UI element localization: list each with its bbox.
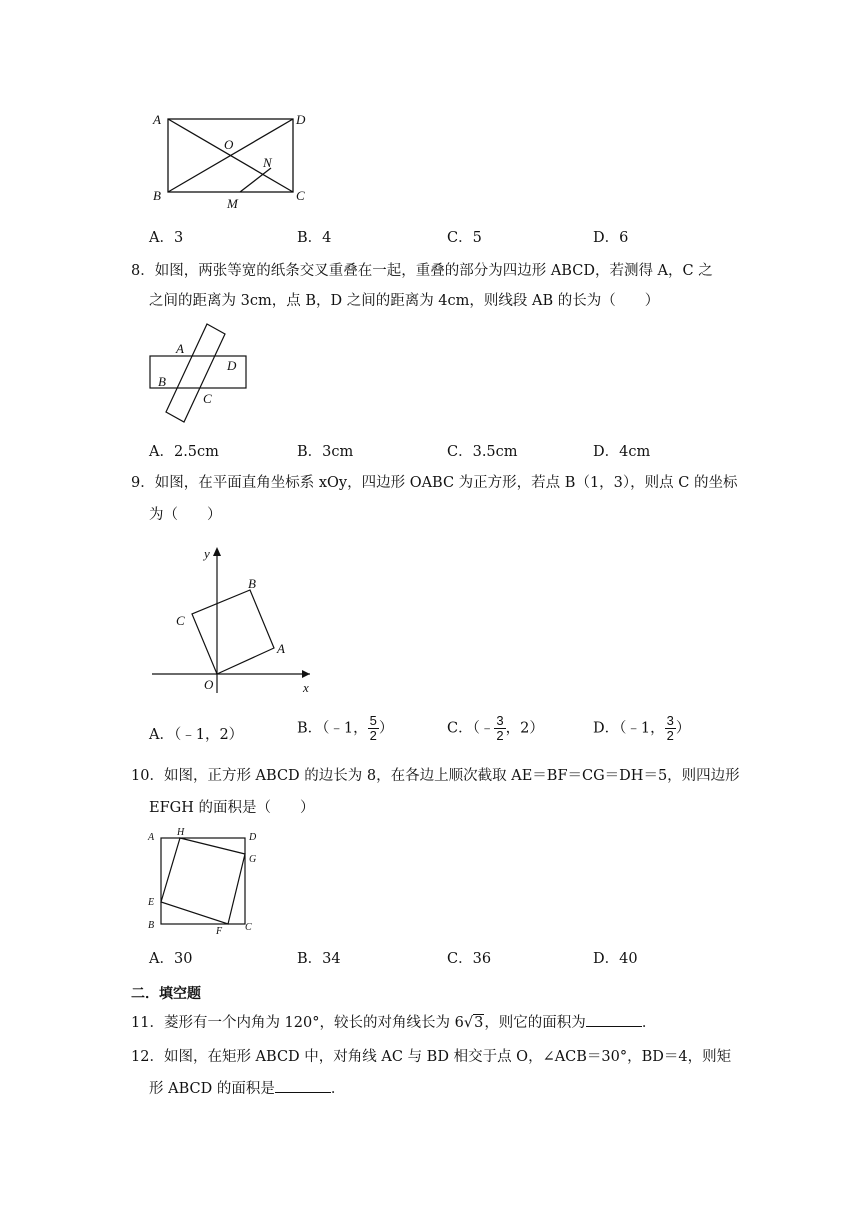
fig10-label-b: B (148, 920, 155, 931)
q8-question-line1: 8．如图，两张等宽的纸条交叉重叠在一起，重叠的部分为四边形 ABCD，若测得 A，C 之 (131, 263, 713, 279)
fig8-label-c: C (203, 391, 212, 406)
fig7-label-b: B (153, 188, 161, 203)
fig9-coordinate-square-diagram (150, 543, 320, 698)
fig10-label-a: A (148, 832, 155, 843)
fig9-label-b: B (248, 576, 256, 591)
q8-option-d: D．4cm (593, 444, 651, 460)
q10-option-c: C．36 (447, 951, 492, 967)
q7-option-d: D．6 (593, 230, 629, 246)
fig9-label-o: O (204, 677, 214, 692)
q10-option-b: B．34 (297, 951, 341, 967)
fig10-label-e: E (148, 897, 155, 908)
q10-question-line1: 10．如图，正方形 ABCD 的边长为 8，在各边上顺次截取 AE＝BF＝CG＝DH＝5，则四边形 (131, 768, 740, 784)
q8-option-b: B．3cm (297, 444, 354, 460)
section-heading-fill-in: 二．填空题 (131, 986, 201, 1002)
q8-option-a: A．2.5cm (149, 444, 219, 460)
q12-answer-blank (275, 1078, 331, 1093)
sqrt-radicand: 3 (474, 1015, 484, 1031)
fig8-label-b: B (158, 374, 166, 389)
q8-question-line2: 之间的距离为 3cm，点 B，D 之间的距离为 4cm，则线段 AB 的长为（ ） (149, 293, 660, 309)
q9-option-a: A．（﹣1，2） (149, 727, 244, 743)
q7-option-a: A．3 (149, 230, 184, 246)
fig10-label-g: G (249, 854, 257, 865)
sqrt-symbol: √ (463, 1015, 474, 1031)
q7-option-b: B．4 (297, 230, 332, 246)
q11-question: 11．菱形有一个内角为 120°，较长的对角线长为 6√3，则它的面积为 ． (131, 1012, 656, 1034)
fig9-label-y: y (204, 546, 210, 561)
fig7-rectangle-diagram (145, 108, 320, 213)
q9-option-d-fraction: $\frac{3}{2}$ (666, 713, 674, 743)
fig9-label-c: C (176, 613, 185, 628)
fig10-square-in-square-diagram (145, 826, 265, 938)
q9-option-b-fraction: $\frac{5}{2}$ (369, 713, 377, 743)
q12-question-line1: 12．如图，在矩形 ABCD 中，对角线 AC 与 BD 相交于点 O，∠ACB＝30°，BD＝4，则矩 (131, 1049, 732, 1065)
q9-option-c: C．（﹣ $\frac{3}{2}$ ，2） (447, 713, 544, 743)
q9-question-line1: 9．如图，在平面直角坐标系 xOy，四边形 OABC 为正方形，若点 B（1，3），则点 C 的坐标 (131, 475, 738, 491)
q11-answer-blank (586, 1012, 642, 1027)
fig10-label-f: F (216, 926, 223, 937)
fig7-label-m: M (227, 196, 238, 211)
fig7-label-d: D (296, 112, 306, 127)
fig8-paper-strips-diagram (145, 320, 255, 425)
fig8-label-a: A (176, 341, 184, 356)
q7-option-c: C．5 (447, 230, 482, 246)
q9-option-c-fraction: $\frac{3}{2}$ (496, 713, 504, 743)
q9-option-b: B．（﹣1， $\frac{5}{2}$ ） (297, 713, 394, 743)
q12-question-line2: 形 ABCD 的面积是 ． (149, 1078, 345, 1100)
q10-option-d: D．40 (593, 951, 638, 967)
q10-option-a: A．30 (149, 951, 193, 967)
fig7-label-a: A (153, 112, 161, 127)
fig7-label-c: C (296, 188, 305, 203)
q10-question-line2: EFGH 的面积是（ ） (149, 800, 315, 816)
fig10-label-c: C (245, 922, 252, 933)
fig7-label-o: O (224, 137, 234, 152)
fig9-label-a: A (277, 641, 285, 656)
fig8-label-d: D (227, 358, 237, 373)
q9-question-line2: 为（ ） (149, 507, 222, 523)
q8-option-c: C．3.5cm (447, 444, 518, 460)
fig7-label-n: N (263, 155, 272, 170)
fig9-label-x: x (303, 680, 309, 695)
fig10-label-d: D (249, 832, 257, 843)
fig10-label-h: H (177, 827, 185, 838)
q9-option-d: D．（﹣1， $\frac{3}{2}$ ） (593, 713, 691, 743)
